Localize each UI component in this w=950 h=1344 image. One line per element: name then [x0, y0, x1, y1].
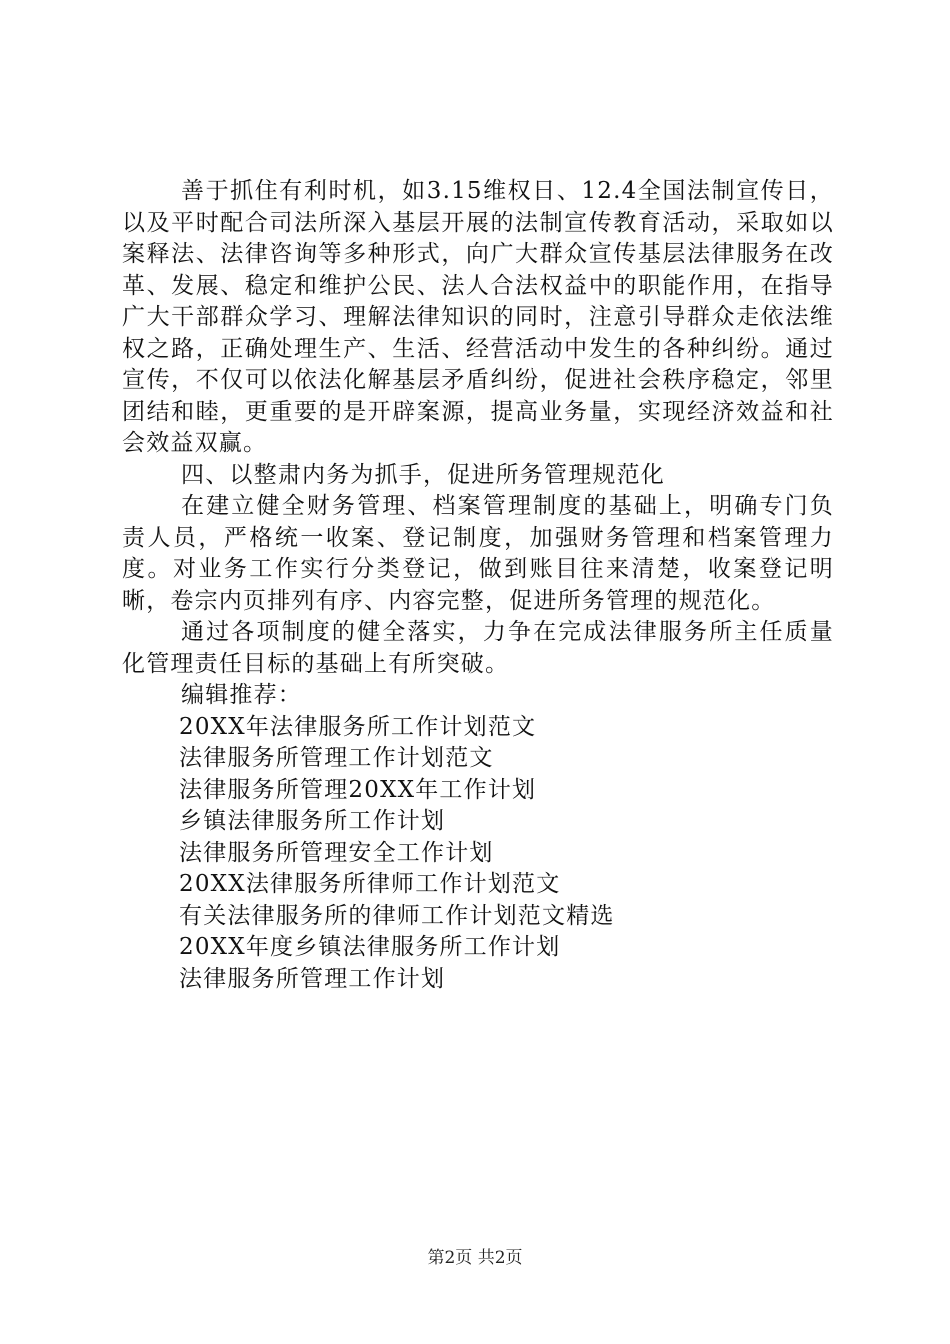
- recommend-label: 编辑推荐：: [181, 682, 302, 708]
- recommend-list: [122, 712, 834, 996]
- section-heading-four: 四、以整肃内务为抓手，促进所务管理规范化: [181, 461, 665, 488]
- paragraph-publicity: 善于抓住有利时机，如3.15维权日、12.4全国法制宣传日，以及平时配合司法所深入基层开展的法制宣传教育活动，采取如以案释法、法律咨询等多种形式，向广大群众宣传基层法律服务在改革、发展、稳定和维护公民、法人合法权益中的职能作用，在指导广大干部群众学习、理解法律知识的同时，注意引导群众走依法维权之路，正确处理生产、生活、经营活动中发生的各种纠纷。通过宣传，不仅可以依法化解基层矛盾纠纷，促进社会秩序稳定，邻里团结和睦，更重要的是开辟案源，提高业务量，实现经济效益和社会效益双赢。: [122, 178, 834, 456]
- recommend-link[interactable]: 有关法律服务所的律师工作计划范文精选: [179, 902, 615, 929]
- paragraph-management: 在建立健全财务管理、档案管理制度的基础上，明确专门负责人员，严格统一收案、登记制度，加强财务管理和档案管理力度。对业务工作实行分类登记，做到账目往来清楚，收案登记明晰，卷宗内页排列有序、内容完整，促进所务管理的规范化。: [122, 493, 834, 614]
- paragraph-conclusion: 通过各项制度的健全落实，力争在完成法律服务所主任质量化管理责任目标的基础上有所突破。: [122, 619, 834, 677]
- page-indicator: 第2页 共2页: [427, 1248, 523, 1268]
- recommend-link[interactable]: 20XX年度乡镇法律服务所工作计划: [179, 934, 561, 960]
- recommend-link[interactable]: 20XX法律服务所律师工作计划范文: [179, 871, 561, 897]
- recommend-link[interactable]: 法律服务所管理工作计划: [179, 965, 446, 992]
- page-footer: [0, 1243, 950, 1268]
- recommend-link[interactable]: 法律服务所管理20XX年工作计划: [179, 776, 537, 803]
- document-body: [122, 176, 834, 995]
- recommend-link[interactable]: 20XX年法律服务所工作计划范文: [179, 713, 537, 740]
- recommend-link[interactable]: 乡镇法律服务所工作计划: [179, 808, 446, 834]
- recommend-link[interactable]: 法律服务所管理安全工作计划: [179, 839, 494, 866]
- recommend-link[interactable]: 法律服务所管理工作计划范文: [179, 745, 494, 771]
